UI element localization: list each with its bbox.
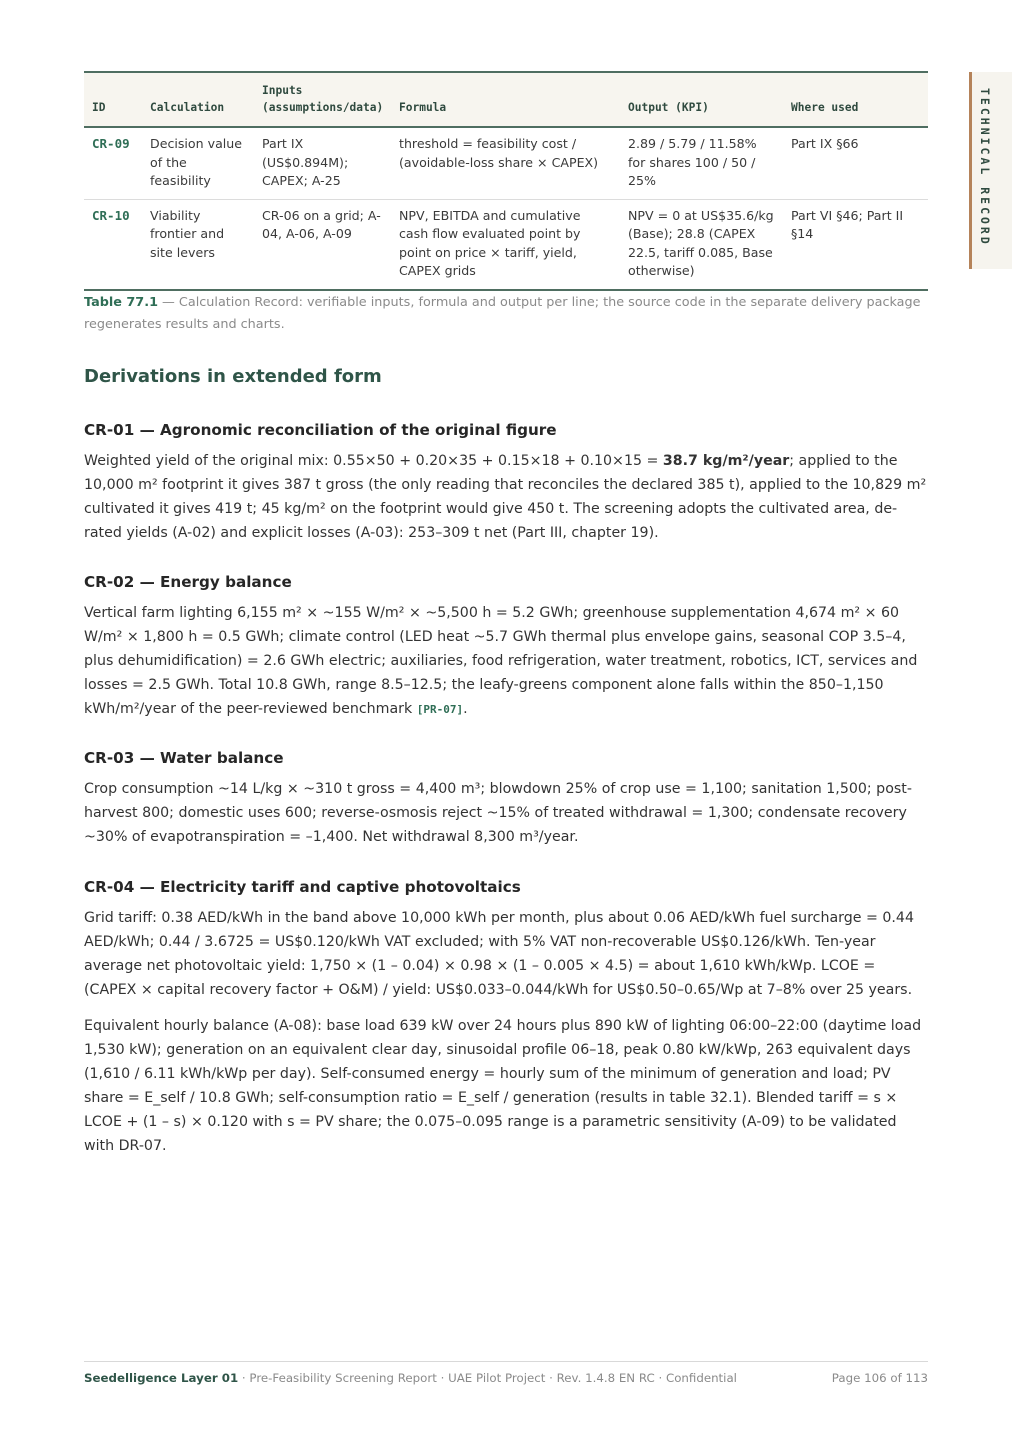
- cr01-paragraph: Weighted yield of the original mix: 0.55×50 + 0.20×35 + 0.15×18 + 0.10×15 = 38.7 kg/m²/year; applied to the 10,000 m² footprint it gives 387 t gross (the only reading that reconciles the declared 385 t), applied to the 10,829 m² cultivated it gives 419 t; 45 kg/m² on the footprint would give 450 t. The screening adopts the cultivated area, de-rated yields (A-02) and explicit losses (A-03): 253–309 t net (Part III, chapter 19).: [84, 453, 927, 541]
- header-formula: Formula: [391, 72, 620, 127]
- cr04-paragraph-2: Equivalent hourly balance (A-08): base load 639 kW over 24 hours plus 890 kW of lighting 06:00–22:00 (daytime load 1,530 kW); generation on an equivalent clear day, sinusoidal profile 06–18, peak 0.80 kW/kWp, 263 equivalent days (1,610 / 6.11 kWh/kWp per day). Self-consumed energy = hourly sum of the minimum of generation and load; PV share = E_self / 10.8 GWh; self-consumption ratio = E_self / generation (results in table 32.1). Blended tariff = s × LCOE + (1 – s) × 0.120 with s = PV share; the 0.075–0.095 range is a parametric sensitivity (A-09) to be validated with DR-07.: [84, 1018, 922, 1154]
- cr04-paragraph-1: Grid tariff: 0.38 AED/kWh in the band above 10,000 kWh per month, plus about 0.06 AED/kWh fuel surcharge = 0.44 AED/kWh; 0.44 / 3.6725 = US$0.120/kWh VAT excluded; with 5% VAT non-recoverable US$0.126/kWh. Ten-year average net photovoltaic yield: 1,750 × (1 – 0.04) × 0.98 × (1 – 0.005 × 4.5) = about 1,610 kWh/kWp. LCOE = (CAPEX × capital recovery factor + O&M) / yield: US$0.033–0.044/kWh for US$0.50–0.65/Wp at 7–8% over 25 years.: [84, 910, 914, 998]
- header-calculation: Calculation: [142, 72, 254, 127]
- table-row: [84, 199, 928, 290]
- page-number: Page 106 of 113: [831, 1371, 928, 1385]
- table-row: [84, 127, 928, 199]
- header-where-used: Where used: [783, 72, 928, 127]
- cr01-title: CR-01 — Agronomic reconciliation of the original figure: [84, 421, 557, 439]
- side-tab-label: TECHNICAL RECORD: [978, 88, 992, 247]
- cr03-paragraph: Crop consumption ~14 L/kg × ~310 t gross = 4,400 m³; blowdown 25% of crop use = 1,100; sanitation 1,500; post-harvest 800; domestic uses 600; reverse-osmosis reject ~15% of treated withdrawal = 1,300; condensate recovery ~30% of evapotranspiration = –1,400. Net withdrawal 8,300 m³/year.: [84, 781, 912, 845]
- table-caption: [84, 292, 928, 336]
- cr04-section: [84, 876, 930, 1170]
- row-where-used: Part VI §46; Part II §14: [783, 199, 928, 290]
- row-output: NPV = 0 at US$35.6/kg (Base); 28.8 (CAPEX 22.5, tariff 0.085, Base otherwise): [620, 199, 783, 290]
- row-inputs: CR-06 on a grid; A-04, A-06, A-09: [254, 199, 391, 290]
- cr01-section: [84, 419, 930, 557]
- cr03-title: CR-03 — Water balance: [84, 749, 284, 767]
- row-calculation: Decision value of the feasibility: [142, 127, 254, 199]
- footer-text: · Pre-Feasibility Screening Report · UAE Pilot Project · Rev. 1.4.8 EN RC · Confidential: [238, 1371, 737, 1385]
- cr03-section: [84, 747, 930, 861]
- footer-brand: Seedelligence Layer 01: [84, 1371, 239, 1385]
- row-output: 2.89 / 5.79 / 11.58% for shares 100 / 50 / 25%: [620, 127, 783, 199]
- calculation-record-table: [84, 71, 928, 291]
- cr02-section: [84, 571, 930, 734]
- header-id: ID: [84, 72, 142, 127]
- section-heading: Derivations in extended form: [84, 366, 382, 387]
- cr01-highlight: 38.7 kg/m²/year: [662, 453, 790, 469]
- header-inputs: Inputs (assumptions/data): [254, 72, 391, 127]
- table-caption-text: — Calculation Record: verifiable inputs, formula and output per line; the source code in the separate delivery package regenerates results and charts.: [84, 295, 921, 332]
- cr04-title: CR-04 — Electricity tariff and captive photovoltaics: [84, 878, 521, 896]
- table-caption-label: Table 77.1: [84, 295, 158, 310]
- header-output: Output (KPI): [620, 72, 783, 127]
- page-footer: [84, 1361, 928, 1385]
- side-tab: [969, 72, 1012, 269]
- row-inputs: Part IX (US$0.894M); CAPEX; A-25: [254, 127, 391, 199]
- row-formula: NPV, EBITDA and cumulative cash flow evaluated point by point on price × tariff, yield, CAPEX grids: [391, 199, 620, 290]
- table-header-row: [84, 72, 928, 127]
- row-id: CR-09: [84, 127, 142, 199]
- cr02-paragraph: Vertical farm lighting 6,155 m² × ~155 W/m² × ~5,500 h = 5.2 GWh; greenhouse supplementation 4,674 m² × 60 W/m² × 1,800 h = 0.5 GWh; climate control (LED heat ~5.7 GWh thermal plus envelope gains, seasonal COP 3.5–4, plus dehumidification) = 2.6 GWh electric; auxiliaries, food refrigeration, water treatment, robotics, ICT, services and losses = 2.5 GWh. Total 10.8 GWh, range 8.5–12.5; the leafy-greens component alone falls within the 850–1,150 kWh/m²/year of the peer-reviewed benchmark [PR-07].: [84, 605, 918, 717]
- row-id: CR-10: [84, 199, 142, 290]
- row-where-used: Part IX §66: [783, 127, 928, 199]
- cr02-title: CR-02 — Energy balance: [84, 573, 292, 591]
- row-formula: threshold = feasibility cost / (avoidable-loss share × CAPEX): [391, 127, 620, 199]
- reference-pr07: [PR-07]: [416, 703, 464, 716]
- row-calculation: Viability frontier and site levers: [142, 199, 254, 290]
